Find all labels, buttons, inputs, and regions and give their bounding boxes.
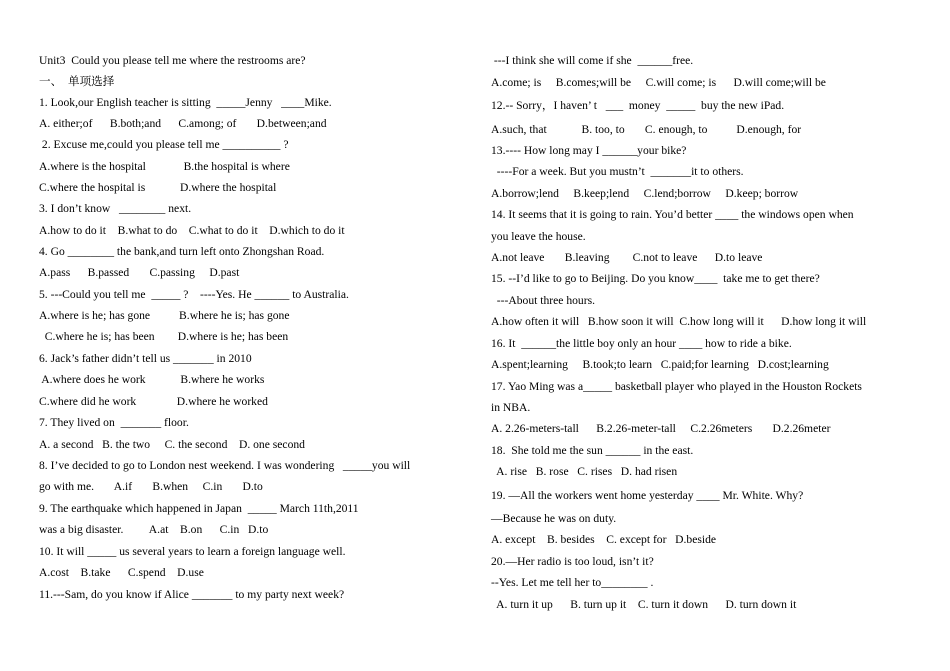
right-line: 15. --I’d like to go to Beijing. Do you know____ take me to get there? [491, 272, 820, 285]
right-line: ---About three hours. [491, 294, 595, 307]
right-line: 13.---- How long may I ______your bike? [491, 144, 687, 157]
left-line: 11.---Sam, do you know if Alice _______ to my party next week? [39, 588, 345, 601]
left-line: 8. I’ve decided to go to London nest weekend. I was wondering _____you will [39, 459, 411, 472]
right-line: A.spent;learning B.took;to learn C.paid;for learning D.cost;learning [491, 358, 829, 371]
right-line: 16. It ______the little boy only an hour ____ how to ride a bike. [491, 337, 792, 350]
left-line: A.where is he; has gone B.where he is; has gone [39, 309, 290, 322]
right-line: 18. She told me the sun ______ in the east. [491, 444, 694, 457]
left-line: 6. Jack’s father didn’t tell us _______ in 2010 [39, 352, 252, 365]
right-line: ---I think she will come if she ______free. [491, 54, 694, 67]
left-line: was a big disaster. A.at B.on C.in D.to [39, 523, 269, 536]
right-line: A. rise B. rose C. rises D. had risen [491, 465, 678, 478]
left-line: C.where he is; has been D.where is he; has been [39, 330, 289, 343]
right-line: A. except B. besides C. except for D.beside [491, 533, 717, 546]
right-line: A.come; is B.comes;will be C.will come; is D.will come;will be [491, 76, 826, 89]
right-line: 17. Yao Ming was a_____ basketball player who played in the Houston Rockets [491, 380, 862, 393]
left-line: C.where the hospital is D.where the hospital [39, 181, 277, 194]
left-line: C.where did he work D.where he worked [39, 395, 268, 408]
right-line: 20.—Her radio is too loud, isn’t it? [491, 555, 654, 568]
left-line: A. a second B. the two C. the second D. one second [39, 438, 305, 451]
left-line: 3. I don’t know ________ next. [39, 202, 192, 215]
left-line: 5. ---Could you tell me _____ ? ----Yes. He ______ to Australia. [39, 288, 349, 301]
left-line: A. either;of B.both;and C.among; of D.between;and [39, 117, 327, 130]
left-line: A.where does he work B.where he works [39, 373, 265, 386]
left-line: 9. The earthquake which happened in Japan _____ March 11th,2011 [39, 502, 359, 515]
left-line: 2. Excuse me,could you please tell me __________ ? [39, 138, 289, 151]
left-line: 7. They lived on _______ floor. [39, 416, 189, 429]
right-line: you leave the house. [491, 230, 586, 243]
left-line: go with me. A.if B.when C.in D.to [39, 480, 263, 493]
right-line: A. 2.26-meters-tall B.2.26-meter-tall C.2.26meters D.2.26meter [491, 422, 831, 435]
left-line: A.how to do it B.what to do C.what to do it D.which to do it [39, 224, 345, 237]
left-line: 4. Go ________ the bank,and turn left onto Zhongshan Road. [39, 245, 325, 258]
left-line: 1. Look,our English teacher is sitting _____Jenny ____Mike. [39, 96, 332, 109]
right-line: --Yes. Let me tell her to________ . [491, 576, 654, 589]
worksheet-title: Unit3 Could you please tell me where the restrooms are? [39, 54, 306, 67]
right-line: 14. It seems that it is going to rain. You’d better ____ the windows open when [491, 208, 854, 221]
right-line: A.not leave B.leaving C.not to leave D.to leave [491, 251, 763, 264]
left-line: A.cost B.take C.spend D.use [39, 566, 204, 579]
right-line: in NBA. [491, 401, 531, 414]
right-line: ----For a week. But you mustn’t _______it to others. [491, 165, 744, 178]
right-line: A.such, that B. too, to C. enough, to D.enough, for [491, 123, 802, 136]
left-line: 10. It will _____ us several years to learn a foreign language well. [39, 545, 346, 558]
left-line: A.where is the hospital B.the hospital is where [39, 160, 290, 173]
right-line: 19. —All the workers went home yesterday ____ Mr. White. Why? [491, 489, 804, 502]
right-line: A.how often it will B.how soon it will C.how long will it D.how long it will [491, 315, 867, 328]
left-line: A.pass B.passed C.passing D.past [39, 266, 240, 279]
right-line: 12.-- Sorry，I haven’ t ___ money _____ buy the new iPad. [491, 99, 785, 112]
right-line: A.borrow;lend B.keep;lend C.lend;borrow D.keep; borrow [491, 187, 799, 200]
section-heading: 一、 单项选择 [39, 75, 115, 88]
right-line: —Because he was on duty. [491, 512, 617, 525]
right-line: A. turn it up B. turn up it C. turn it down D. turn down it [491, 598, 797, 611]
